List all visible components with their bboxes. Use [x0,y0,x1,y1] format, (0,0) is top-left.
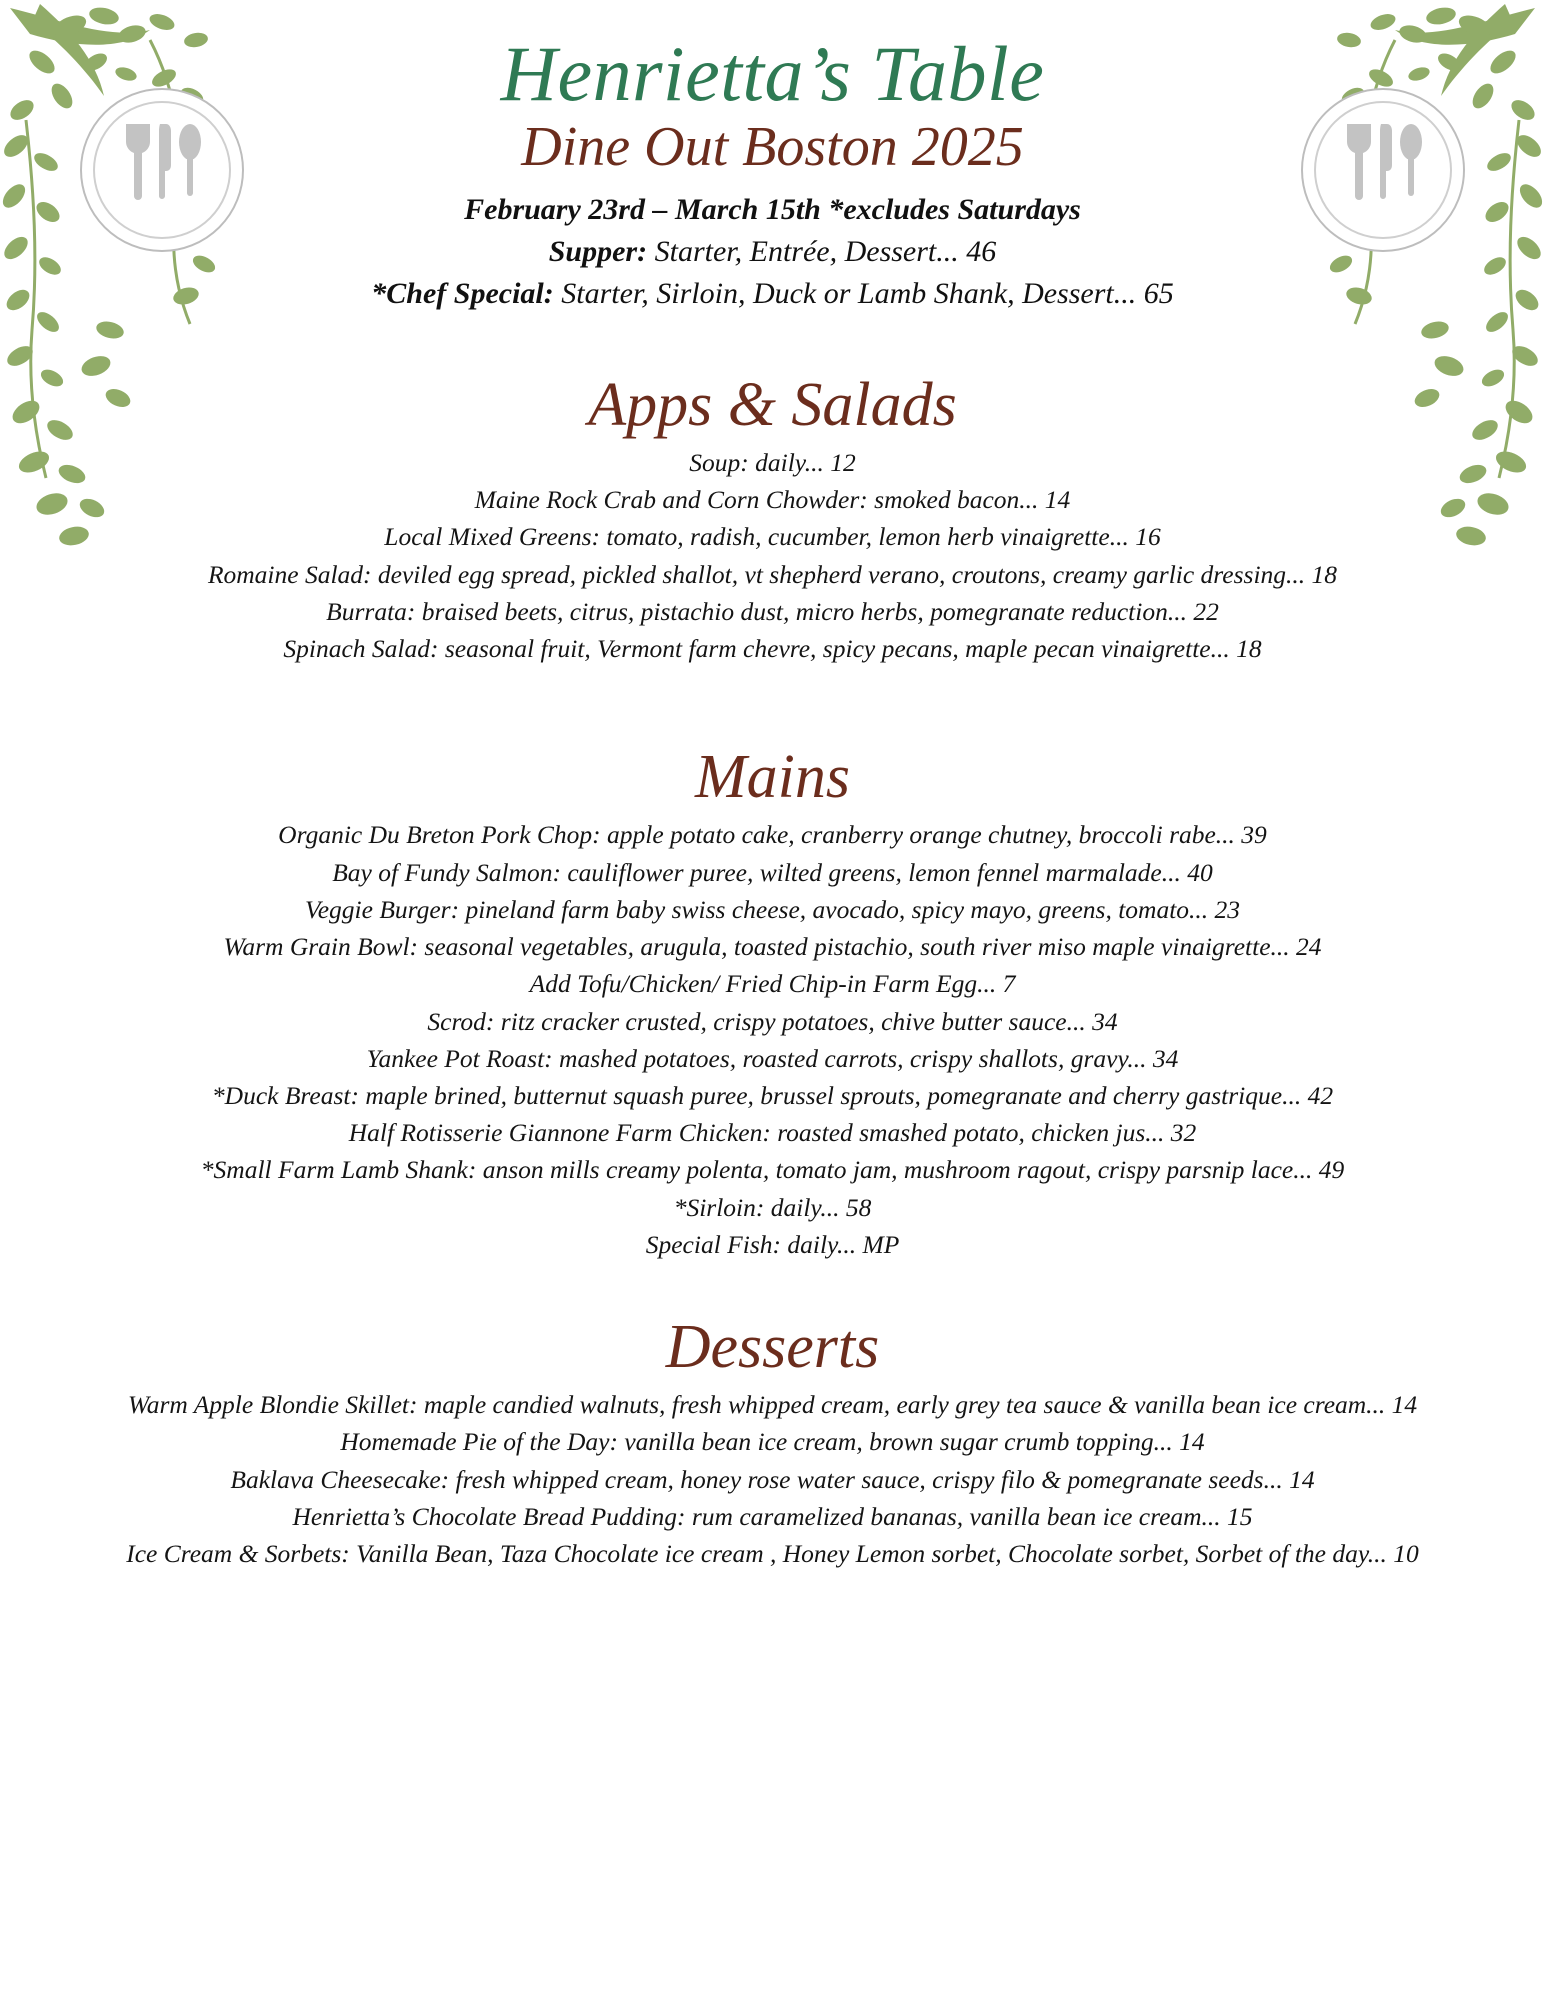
menu-item: Special Fish: daily... MP [645,1229,900,1259]
section-apps-and-salads [0,370,1545,667]
menu-item: Ice Cream & Sorbets: Vanilla Bean, Taza Chocolate ice cream , Honey Lemon sorbet, Chocolate sorbet, Sorbet of the day... 10 [126,1539,1419,1568]
menu-item: *Small Farm Lamb Shank: anson mills creamy polenta, tomato jam, mushroom ragout, crispy parsnip lace... 49 [200,1155,1345,1185]
menu-item: Half Rotisserie Giannone Farm Chicken: roasted smashed potato, chicken jus... 32 [348,1118,1197,1148]
menu-item: Burrata: braised beets, citrus, pistachio dust, micro herbs, pomegranate reduction... 22 [326,596,1219,626]
supper-detail: Starter, Entrée, Dessert... 46 [654,234,997,268]
restaurant-name: Henrietta’s Table [500,30,1045,117]
menu-item: Spinach Salad: seasonal fruit, Vermont farm chevre, spicy pecans, maple pecan vinaigrette... 18 [283,634,1262,664]
chef-special-label: *Chef Special: [371,276,554,310]
menu-item: Homemade Pie of the Day: vanilla bean ice cream, brown sugar crumb topping... 14 [340,1427,1205,1457]
menu-item: Yankee Pot Roast: mashed potatoes, roasted carrots, crispy shallots, gravy... 34 [366,1043,1179,1073]
menu-item: Scrod: ritz cracker crusted, crispy potatoes, chive butter sauce... 34 [427,1006,1118,1036]
chef-special-detail: Starter, Sirloin, Duck or Lamb Shank, Dessert... 65 [561,276,1174,310]
menu-item: Bay of Fundy Salmon: cauliflower puree, wilted greens, lemon fennel marmalade... 40 [332,857,1213,887]
section-mains [0,745,1545,1263]
menu-item: Warm Apple Blondie Skillet: maple candied walnuts, fresh whipped cream, early grey tea sauce & vanilla bean ice cream... 14 [127,1390,1418,1420]
menu-item: Veggie Burger: pineland farm baby swiss cheese, avocado, spicy mayo, greens, tomato... 23 [304,894,1241,924]
supper-price-line [0,235,1545,269]
menu-item: Soup: daily... 12 [689,448,856,477]
section-title: Apps & Salads [588,370,957,439]
menu-item: *Duck Breast: maple brined, butternut squash puree, brussel sprouts, pomegranate and cherry gastrique... 42 [211,1080,1334,1110]
menu-item: Baklava Cheesecake: fresh whipped cream, honey rose water sauce, crispy filo & pomegranate seeds... 14 [230,1464,1315,1494]
menu-item-list [0,444,1545,667]
promotion-dates: February 23rd – March 15th *excludes Saturdays [464,192,1081,226]
section-title: Desserts [665,1313,880,1382]
menu-item-list [0,1386,1545,1572]
menu-item: Local Mixed Greens: tomato, radish, cucumber, lemon herb vinaigrette... 16 [384,522,1161,552]
chef-special-price-line [0,277,1545,311]
supper-label: Supper: [548,234,648,268]
event-name: Dine Out Boston 2025 [521,115,1024,178]
menu-item: Warm Grain Bowl: seasonal vegetables, arugula, toasted pistachio, south river miso maple vinaigrette... 24 [223,932,1322,962]
menu-item: *Sirloin: daily... 58 [673,1192,872,1222]
menu-item: Organic Du Breton Pork Chop: apple potato cake, cranberry orange chutney, broccoli rabe... 39 [278,820,1267,850]
menu-item: Add Tofu/Chicken/ Fried Chip-in Farm Egg... 7 [529,969,1016,999]
section-desserts [0,1315,1545,1572]
menu-item: Romaine Salad: deviled egg spread, pickled shallot, vt shepherd verano, croutons, creamy garlic dressing... 18 [207,559,1338,589]
section-title: Mains [695,743,850,812]
menu-item: Maine Rock Crab and Corn Chowder: smoked bacon... 14 [474,485,1071,515]
menu-item: Henrietta’s Chocolate Bread Pudding: rum caramelized bananas, vanilla bean ice cream... 15 [292,1501,1253,1531]
menu-item-list [0,816,1545,1263]
